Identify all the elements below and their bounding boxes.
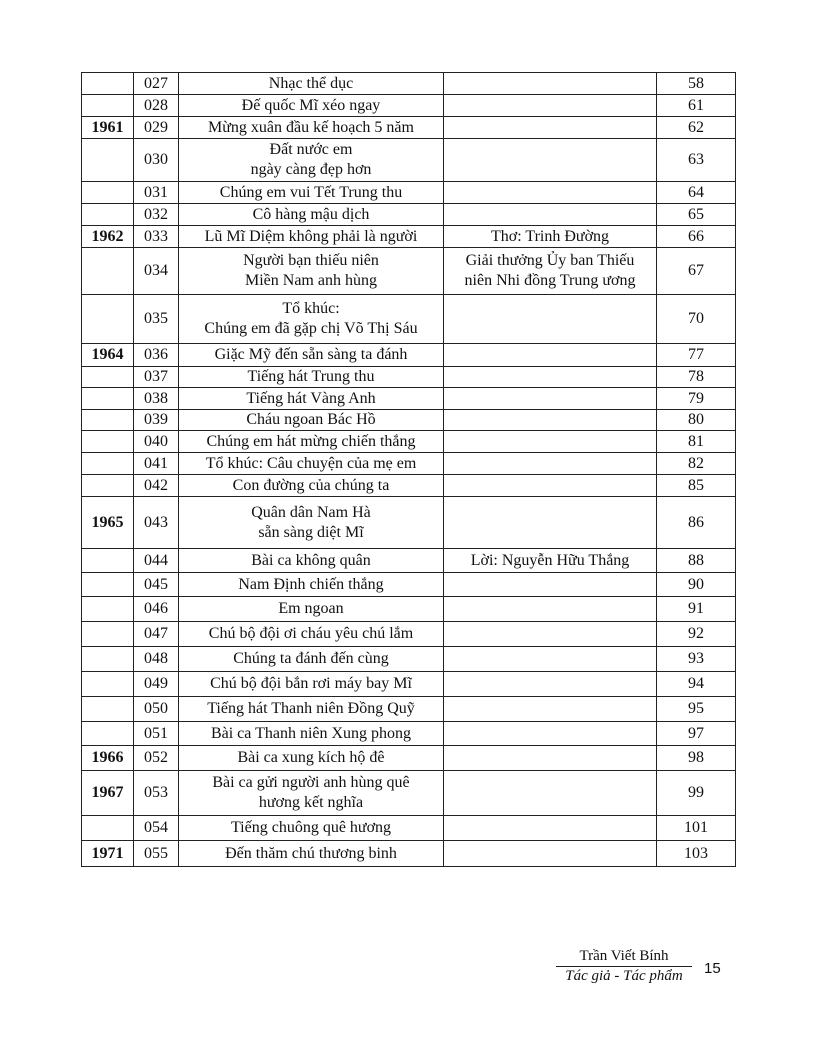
- page-cell: 94: [657, 672, 736, 697]
- number-cell: 054: [134, 816, 179, 841]
- title-cell: [179, 204, 444, 226]
- note-cell: [444, 841, 657, 867]
- title-cell: [179, 573, 444, 597]
- year-cell: [82, 453, 134, 475]
- number-cell: 048: [134, 647, 179, 672]
- year-cell: [82, 139, 134, 182]
- table-row: [82, 139, 736, 182]
- page-cell: 81: [657, 431, 736, 453]
- table-row: [82, 388, 736, 410]
- note-cell: [444, 622, 657, 647]
- table-row: [82, 95, 736, 117]
- title-cell-line: Nhạc thể dục: [268, 74, 354, 92]
- year-cell: [82, 367, 134, 388]
- note-cell-line: niên Nhi đồng Trung ương: [464, 272, 636, 289]
- number-cell: 036: [134, 344, 179, 367]
- title-cell-line: Cô hàng mậu dịch: [252, 205, 370, 223]
- note-cell: [444, 549, 657, 573]
- note-cell: [444, 453, 657, 475]
- table-row: [82, 497, 736, 549]
- title-cell: [179, 453, 444, 475]
- title-cell-line: Đất nước em: [269, 141, 353, 158]
- title-cell-line: Bài ca không quân: [251, 551, 371, 569]
- year-cell: [82, 248, 134, 295]
- year-cell: [82, 597, 134, 622]
- year-cell: [82, 573, 134, 597]
- year-cell: [82, 73, 134, 95]
- year-cell: [82, 722, 134, 746]
- title-cell: [179, 816, 444, 841]
- table-row: [82, 549, 736, 573]
- page-cell: 80: [657, 410, 736, 431]
- title-cell-line: Chúng ta đánh đến cùng: [233, 650, 389, 667]
- page-cell: 64: [657, 182, 736, 204]
- page-cell: 65: [657, 204, 736, 226]
- title-cell: [179, 248, 444, 295]
- note-cell: [444, 647, 657, 672]
- title-cell-line: Chúng em vui Tết Trung thu: [219, 183, 403, 201]
- title-cell: [179, 95, 444, 117]
- works-table: [81, 72, 736, 867]
- page-cell: 95: [657, 697, 736, 722]
- year-cell: [82, 475, 134, 497]
- table-row: [82, 841, 736, 867]
- year-cell: [82, 647, 134, 672]
- note-cell: [444, 597, 657, 622]
- note-cell: [444, 248, 657, 295]
- note-cell: [444, 295, 657, 344]
- note-cell: [444, 367, 657, 388]
- title-cell: [179, 410, 444, 431]
- note-cell: [444, 771, 657, 816]
- title-cell-line: Chú bộ đội bắn rơi máy bay Mĩ: [210, 675, 412, 692]
- table-row: [82, 816, 736, 841]
- title-cell-line: Đế quốc Mĩ xéo ngay: [241, 96, 381, 114]
- title-cell-line: Miền Nam anh hùng: [245, 272, 377, 289]
- title-cell-line: Tiếng chuông quê hương: [230, 819, 392, 836]
- title-cell-line: Bài ca Thanh niên Xung phong: [210, 724, 412, 742]
- note-cell: [444, 697, 657, 722]
- page-cell: 61: [657, 95, 736, 117]
- table-row: [82, 573, 736, 597]
- note-cell: [444, 117, 657, 139]
- note-cell: [444, 672, 657, 697]
- year-cell: [82, 410, 134, 431]
- number-cell: 049: [134, 672, 179, 697]
- page-cell: 86: [657, 497, 736, 549]
- title-cell-line: Chúng em hát mừng chiến thắng: [206, 432, 416, 450]
- title-cell-line: ngày càng đẹp hơn: [250, 161, 372, 178]
- note-cell: [444, 73, 657, 95]
- title-cell-line: Tổ khúc: Câu chuyện của mẹ em: [205, 454, 417, 472]
- title-cell: [179, 295, 444, 344]
- year-cell: [82, 622, 134, 647]
- table-row: [82, 295, 736, 344]
- page-cell: 91: [657, 597, 736, 622]
- number-cell: 055: [134, 841, 179, 867]
- page-cell: 85: [657, 475, 736, 497]
- table-row: [82, 475, 736, 497]
- table-row: [82, 73, 736, 95]
- title-cell-line: hương kết nghĩa: [258, 794, 364, 811]
- title-cell-line: Nam Định chiến thắng: [238, 575, 384, 593]
- year-cell: [82, 295, 134, 344]
- title-cell-line: Cháu ngoan Bác Hồ: [246, 411, 376, 428]
- number-cell: 029: [134, 117, 179, 139]
- year-cell: 1961: [82, 117, 134, 139]
- note-cell: [444, 182, 657, 204]
- title-cell: [179, 722, 444, 746]
- number-cell: 040: [134, 431, 179, 453]
- title-cell: [179, 841, 444, 867]
- note-cell-line: Giải thưởng Ủy ban Thiếu: [465, 252, 635, 269]
- title-cell-line: Giặc Mỹ đến sẵn sàng ta đánh: [214, 346, 408, 363]
- page-cell: 67: [657, 248, 736, 295]
- page-cell: 82: [657, 453, 736, 475]
- title-cell: [179, 182, 444, 204]
- number-cell: 051: [134, 722, 179, 746]
- page-cell: 63: [657, 139, 736, 182]
- number-cell: 044: [134, 549, 179, 573]
- year-cell: 1965: [82, 497, 134, 549]
- table-row: [82, 117, 736, 139]
- number-cell: 031: [134, 182, 179, 204]
- number-cell: 050: [134, 697, 179, 722]
- page-cell: 99: [657, 771, 736, 816]
- note-cell: [444, 226, 657, 248]
- table-row: [82, 367, 736, 388]
- footer-book-title: Tác giả - Tác phẩm: [565, 968, 683, 984]
- page-cell: 98: [657, 746, 736, 771]
- number-cell: 030: [134, 139, 179, 182]
- number-cell: 043: [134, 497, 179, 549]
- note-cell-line: Thơ: Trinh Đường: [490, 227, 610, 245]
- page-cell: 88: [657, 549, 736, 573]
- title-cell-line: Quân dân Nam Hà: [251, 503, 371, 521]
- number-cell: 033: [134, 226, 179, 248]
- title-cell: [179, 367, 444, 388]
- title-cell: [179, 226, 444, 248]
- title-cell: [179, 139, 444, 182]
- page-cell: 90: [657, 573, 736, 597]
- number-cell: 037: [134, 367, 179, 388]
- title-cell-line: Người bạn thiếu niên: [243, 252, 379, 269]
- title-cell: [179, 549, 444, 573]
- title-cell: [179, 497, 444, 549]
- number-cell: 041: [134, 453, 179, 475]
- page-cell: 78: [657, 367, 736, 388]
- page-cell: 62: [657, 117, 736, 139]
- title-cell-line: Bài ca gửi người anh hùng quê: [212, 774, 410, 791]
- table-row: [82, 622, 736, 647]
- title-cell-line: Tiếng hát Thanh niên Đồng Quỹ: [207, 700, 415, 717]
- number-cell: 032: [134, 204, 179, 226]
- page-cell: 77: [657, 344, 736, 367]
- page-cell: 92: [657, 622, 736, 647]
- number-cell: 045: [134, 573, 179, 597]
- note-cell: [444, 388, 657, 410]
- title-cell: [179, 647, 444, 672]
- number-cell: 039: [134, 410, 179, 431]
- title-cell: [179, 672, 444, 697]
- table-row: [82, 647, 736, 672]
- number-cell: 035: [134, 295, 179, 344]
- page-cell: 58: [657, 73, 736, 95]
- year-cell: 1964: [82, 344, 134, 367]
- title-cell-line: Tổ khúc:: [282, 300, 340, 317]
- table-row: [82, 697, 736, 722]
- title-cell-line: Tiếng hát Vàng Anh: [246, 389, 376, 407]
- title-cell-line: Con đường của chúng ta: [232, 476, 390, 494]
- note-cell: [444, 139, 657, 182]
- title-cell-line: Đến thăm chú thương binh: [225, 844, 397, 862]
- number-cell: 046: [134, 597, 179, 622]
- table-row: [82, 226, 736, 248]
- note-cell: [444, 497, 657, 549]
- title-cell: [179, 746, 444, 771]
- note-cell: [444, 204, 657, 226]
- title-cell: [179, 597, 444, 622]
- note-cell: [444, 746, 657, 771]
- note-cell: [444, 344, 657, 367]
- title-cell-line: Tiếng hát Trung thu: [247, 368, 375, 385]
- year-cell: [82, 672, 134, 697]
- number-cell: 047: [134, 622, 179, 647]
- title-cell-line: Chú bộ đội ơi cháu yêu chú lắm: [208, 625, 414, 642]
- title-cell: [179, 475, 444, 497]
- title-cell: [179, 344, 444, 367]
- note-cell: [444, 722, 657, 746]
- number-cell: 042: [134, 475, 179, 497]
- title-cell-line: Mừng xuân đầu kế hoạch 5 năm: [208, 118, 414, 136]
- year-cell: [82, 182, 134, 204]
- table-row: [82, 453, 736, 475]
- table-row: [82, 771, 736, 816]
- title-cell-line: Lũ Mĩ Diệm không phải là người: [204, 227, 418, 245]
- table-row: [82, 248, 736, 295]
- title-cell-line: Chúng em đã gặp chị Võ Thị Sáu: [204, 320, 418, 337]
- title-cell: [179, 73, 444, 95]
- page-cell: 79: [657, 388, 736, 410]
- title-cell-line: Bài ca xung kích hộ đê: [237, 749, 385, 766]
- note-cell: [444, 816, 657, 841]
- table-row: [82, 722, 736, 746]
- year-cell: 1962: [82, 226, 134, 248]
- title-cell: [179, 771, 444, 816]
- number-cell: 027: [134, 73, 179, 95]
- page-cell: 70: [657, 295, 736, 344]
- note-cell: [444, 431, 657, 453]
- year-cell: [82, 431, 134, 453]
- year-cell: [82, 95, 134, 117]
- note-cell: [444, 95, 657, 117]
- title-cell-line: sẵn sàng diệt Mĩ: [258, 523, 364, 541]
- table-row: [82, 597, 736, 622]
- title-cell-line: Em ngoan: [278, 600, 344, 617]
- title-cell: [179, 431, 444, 453]
- year-cell: [82, 388, 134, 410]
- number-cell: 038: [134, 388, 179, 410]
- table-row: [82, 672, 736, 697]
- year-cell: 1971: [82, 841, 134, 867]
- table-row: [82, 431, 736, 453]
- page-cell: 97: [657, 722, 736, 746]
- table-row: [82, 410, 736, 431]
- year-cell: [82, 204, 134, 226]
- title-cell: [179, 117, 444, 139]
- page-cell: 66: [657, 226, 736, 248]
- number-cell: 034: [134, 248, 179, 295]
- note-cell: [444, 475, 657, 497]
- year-cell: 1967: [82, 771, 134, 816]
- number-cell: 053: [134, 771, 179, 816]
- number-cell: 028: [134, 95, 179, 117]
- year-cell: [82, 816, 134, 841]
- year-cell: [82, 697, 134, 722]
- page-cell: 101: [657, 816, 736, 841]
- number-cell: 052: [134, 746, 179, 771]
- year-cell: 1966: [82, 746, 134, 771]
- table-row: [82, 344, 736, 367]
- note-cell: [444, 573, 657, 597]
- page-number: 15: [704, 960, 721, 977]
- year-cell: [82, 549, 134, 573]
- title-cell: [179, 697, 444, 722]
- page-cell: 93: [657, 647, 736, 672]
- page-cell: 103: [657, 841, 736, 867]
- title-cell: [179, 388, 444, 410]
- running-footer: [556, 948, 692, 985]
- table-row: [82, 204, 736, 226]
- table-row: [82, 746, 736, 771]
- table-row: [82, 182, 736, 204]
- footer-author: Trần Viết Bính: [556, 948, 692, 967]
- title-cell: [179, 622, 444, 647]
- note-cell: [444, 410, 657, 431]
- note-cell-line: Lời: Nguyễn Hữu Thắng: [470, 551, 630, 569]
